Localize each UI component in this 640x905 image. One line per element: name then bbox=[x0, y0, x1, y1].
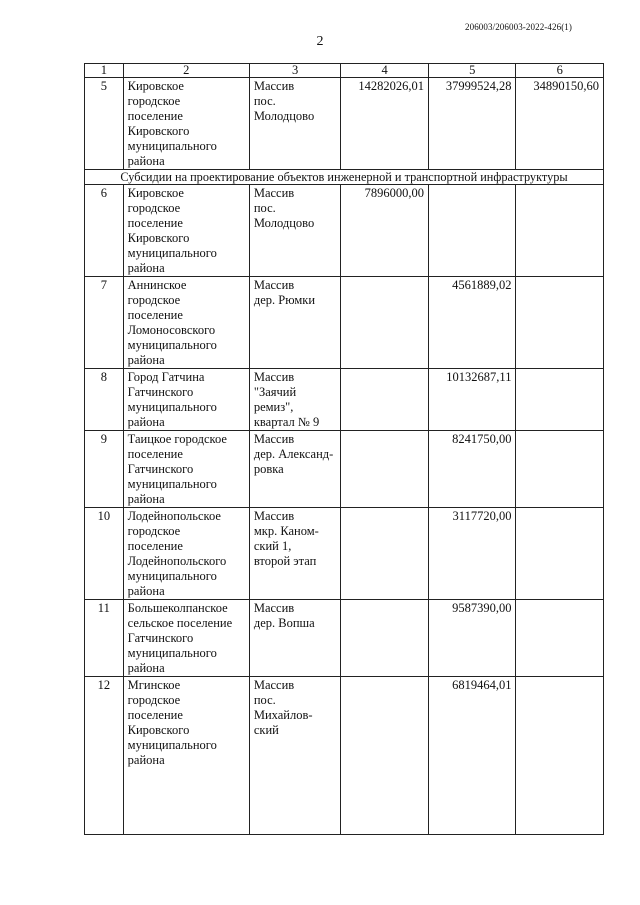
row-number: 10 bbox=[85, 508, 124, 600]
value-col-5: 10132687,11 bbox=[428, 369, 516, 431]
value-col-6 bbox=[516, 677, 604, 835]
value-col-5: 37999524,28 bbox=[428, 78, 516, 170]
object-name: Массив дер. Рюмки bbox=[249, 277, 341, 369]
value-col-6 bbox=[516, 600, 604, 677]
value-col-5: 6819464,01 bbox=[428, 677, 516, 835]
value-col-6 bbox=[516, 369, 604, 431]
municipality-name: Аннинское городское поселение Ломоносовского муниципального района bbox=[123, 277, 249, 369]
section-row bbox=[85, 170, 604, 185]
page-number: 2 bbox=[316, 34, 324, 49]
object-name: Массив пос. Молодцово bbox=[249, 185, 341, 277]
value-col-4 bbox=[341, 369, 429, 431]
value-col-4: 14282026,01 bbox=[341, 78, 429, 170]
table-row bbox=[85, 600, 604, 677]
header-cell-4: 4 bbox=[341, 64, 429, 78]
value-col-6 bbox=[516, 508, 604, 600]
municipality-name: Город Гатчина Гатчинского муниципального района bbox=[123, 369, 249, 431]
section-title: Субсидии на проектирование объектов инженерной и транспортной инфраструктуры bbox=[85, 170, 604, 185]
value-col-6: 34890150,60 bbox=[516, 78, 604, 170]
value-col-4 bbox=[341, 431, 429, 508]
value-col-4 bbox=[341, 600, 429, 677]
value-col-4: 7896000,00 bbox=[341, 185, 429, 277]
value-col-5: 8241750,00 bbox=[428, 431, 516, 508]
subsidy-table bbox=[84, 63, 604, 835]
object-name: Массив пос. Молодцово bbox=[249, 78, 341, 170]
header-cell-2: 2 bbox=[123, 64, 249, 78]
row-number: 5 bbox=[85, 78, 124, 170]
value-col-4 bbox=[341, 677, 429, 835]
value-col-5 bbox=[428, 185, 516, 277]
value-col-5: 3117720,00 bbox=[428, 508, 516, 600]
table-row bbox=[85, 677, 604, 835]
municipality-name: Мгинское городское поселение Кировского муниципального района bbox=[123, 677, 249, 835]
object-name: Массив дер. Александ- ровка bbox=[249, 431, 341, 508]
value-col-4 bbox=[341, 277, 429, 369]
row-number: 7 bbox=[85, 277, 124, 369]
value-col-6 bbox=[516, 431, 604, 508]
row-number: 9 bbox=[85, 431, 124, 508]
header-cell-1: 1 bbox=[85, 64, 124, 78]
table-row bbox=[85, 508, 604, 600]
municipality-name: Таицкое городское поселение Гатчинского муниципального района bbox=[123, 431, 249, 508]
value-col-5: 4561889,02 bbox=[428, 277, 516, 369]
object-name: Массив пос. Михайлов- ский bbox=[249, 677, 341, 835]
municipality-name: Лодейнопольское городское поселение Лодейнопольского муниципального района bbox=[123, 508, 249, 600]
row-number: 11 bbox=[85, 600, 124, 677]
table-row bbox=[85, 369, 604, 431]
table-row bbox=[85, 431, 604, 508]
municipality-name: Кировское городское поселение Кировского муниципального района bbox=[123, 185, 249, 277]
value-col-6 bbox=[516, 277, 604, 369]
value-col-4 bbox=[341, 508, 429, 600]
document-code: 206003/206003-2022-426(1) bbox=[465, 22, 572, 32]
header-cell-5: 5 bbox=[428, 64, 516, 78]
value-col-5: 9587390,00 bbox=[428, 600, 516, 677]
row-number: 8 bbox=[85, 369, 124, 431]
object-name: Массив мкр. Каном- ский 1, второй этап bbox=[249, 508, 341, 600]
value-col-6 bbox=[516, 185, 604, 277]
header-row bbox=[85, 64, 604, 78]
header-cell-3: 3 bbox=[249, 64, 341, 78]
table-row bbox=[85, 277, 604, 369]
table-row bbox=[85, 78, 604, 170]
municipality-name: Большеколпанское сельское поселение Гатчинского муниципального района bbox=[123, 600, 249, 677]
row-number: 12 bbox=[85, 677, 124, 835]
header-cell-6: 6 bbox=[516, 64, 604, 78]
row-number: 6 bbox=[85, 185, 124, 277]
object-name: Массив "Заячий ремиз", квартал № 9 bbox=[249, 369, 341, 431]
municipality-name: Кировское городское поселение Кировского муниципального района bbox=[123, 78, 249, 170]
table-row bbox=[85, 185, 604, 277]
object-name: Массив дер. Вопша bbox=[249, 600, 341, 677]
